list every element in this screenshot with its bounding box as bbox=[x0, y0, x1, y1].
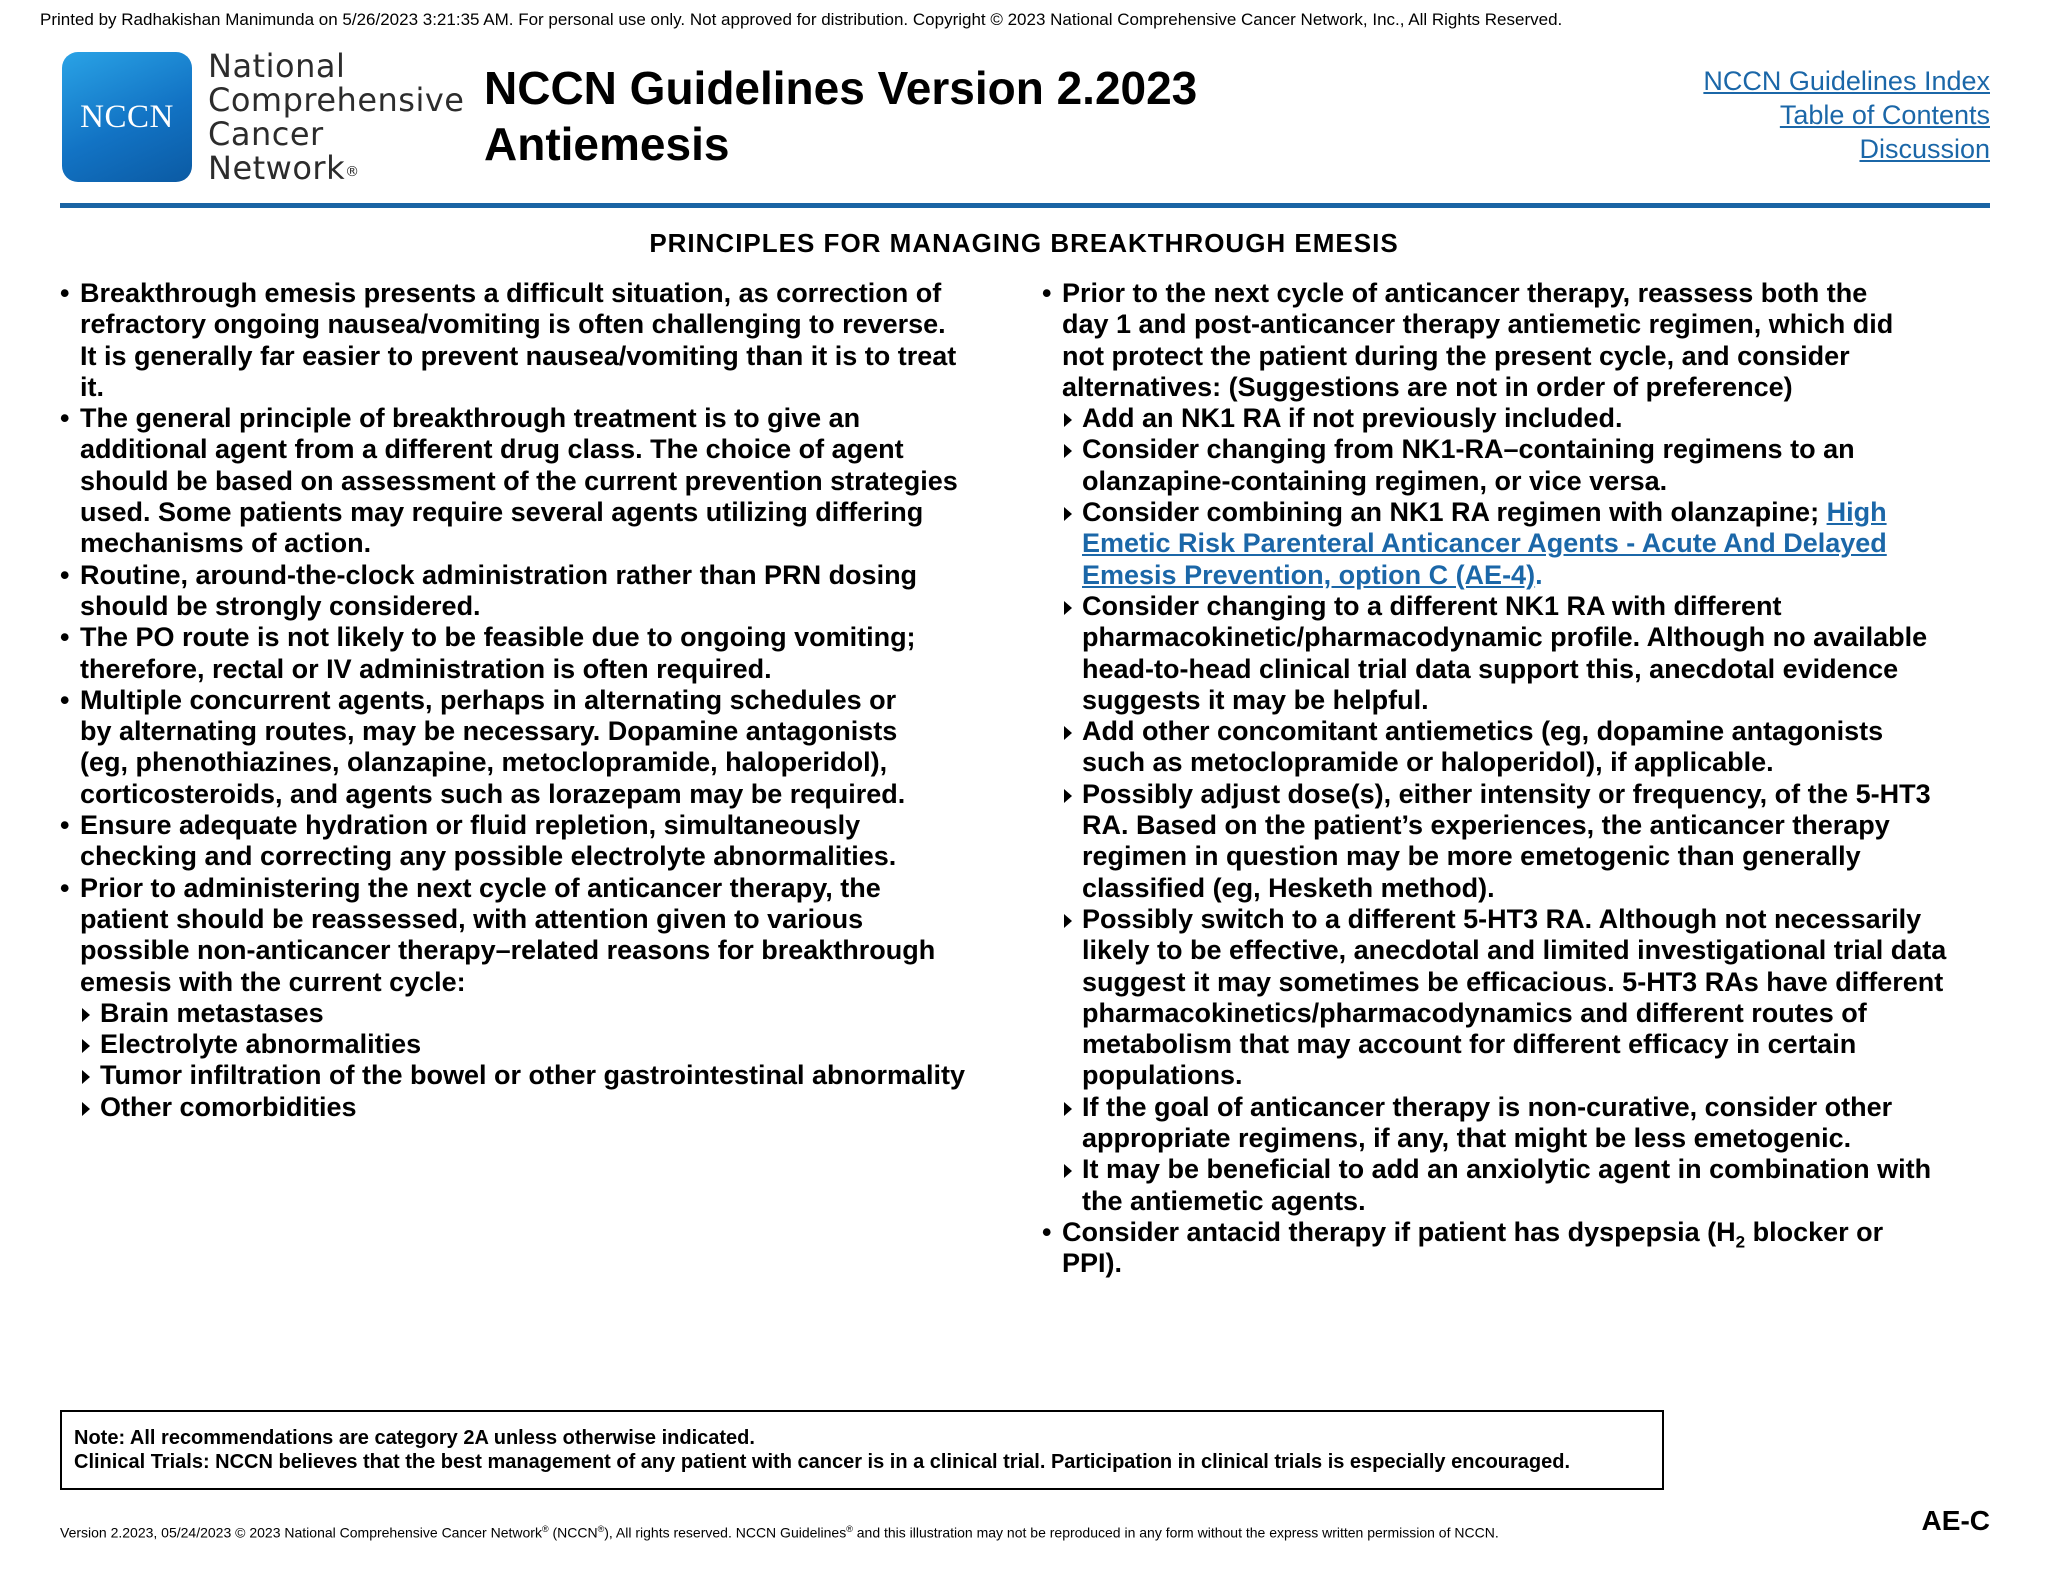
text-line: it. bbox=[80, 371, 104, 402]
text-line bbox=[1082, 560, 1992, 591]
text-line bbox=[1082, 497, 1992, 528]
org-name-line: Comprehensive bbox=[208, 81, 465, 119]
bullet-dot: • bbox=[60, 872, 70, 903]
text-line: Multiple concurrent agents, perhaps in alternating schedules or bbox=[80, 684, 897, 715]
triangle-bullet-icon bbox=[1064, 413, 1072, 427]
bullet-dot: • bbox=[1042, 278, 1052, 308]
triangle-bullet-icon bbox=[1064, 1164, 1072, 1178]
text-line: Consider changing to a different NK1 RA with different bbox=[1082, 590, 1782, 621]
bullet-dot: • bbox=[60, 622, 70, 653]
text-line: Electrolyte abnormalities bbox=[100, 1029, 422, 1060]
sub-item bbox=[60, 1060, 1020, 1091]
right-column bbox=[1042, 278, 1992, 1280]
guideline-topic-title: Antiemesis bbox=[484, 118, 730, 170]
bullet-dot: • bbox=[60, 810, 70, 841]
bullet-item bbox=[60, 560, 1020, 623]
text-line: possible non-anticancer therapy–related reasons for breakthrough bbox=[80, 935, 936, 966]
bullet-dot: • bbox=[60, 278, 70, 308]
triangle-bullet-icon bbox=[82, 1008, 90, 1022]
text-line: appropriate regimens, if any, that might be less emetogenic. bbox=[1082, 1123, 1852, 1154]
text-line: should be based on assessment of the current prevention strategies bbox=[80, 465, 958, 496]
note-line: Note: All recommendations are category 2A unless otherwise indicated. bbox=[74, 1427, 755, 1449]
text-line: Ensure adequate hydration or fluid repletion, simultaneously bbox=[80, 810, 861, 841]
bullet-item bbox=[60, 622, 1020, 685]
text-line: regimen in question may be more emetogenic than generally bbox=[1082, 841, 1861, 872]
registered-mark: ® bbox=[541, 1524, 549, 1534]
text-line: not protect the patient during the present cycle, and consider bbox=[1062, 340, 1850, 371]
note-box bbox=[60, 1410, 1664, 1490]
text-line: metabolism that may account for different efficacy in certain bbox=[1082, 1029, 1857, 1060]
text-line: If the goal of anticancer therapy is non-curative, consider other bbox=[1082, 1091, 1893, 1122]
sub-item bbox=[60, 1092, 1020, 1123]
org-name-line: Cancer bbox=[208, 115, 324, 153]
bullet-dot: • bbox=[60, 684, 70, 715]
text-line: It is generally far easier to prevent nausea/vomiting than it is to treat bbox=[80, 340, 957, 371]
triangle-bullet-icon bbox=[1064, 601, 1072, 615]
triangle-bullet-icon bbox=[1064, 789, 1072, 803]
text-line: alternatives: (Suggestions are not in order of preference) bbox=[1062, 371, 1793, 402]
discussion-link[interactable]: Discussion bbox=[1859, 134, 1990, 164]
text-line: RA. Based on the patient’s experiences, the anticancer therapy bbox=[1082, 810, 1890, 841]
nccn-logo bbox=[62, 52, 192, 182]
text-line: Routine, around-the-clock administration rather than PRN dosing bbox=[80, 559, 918, 590]
guidelines-index-link[interactable]: NCCN Guidelines Index bbox=[1703, 66, 1990, 96]
text-line: the antiemetic agents. bbox=[1082, 1185, 1366, 1216]
ae4-reference-link[interactable]: High bbox=[1826, 497, 1887, 528]
bullet-dot: • bbox=[1042, 1216, 1052, 1247]
text-line: likely to be effective, anecdotal and limited investigational trial data bbox=[1082, 935, 1947, 966]
sub-item bbox=[60, 1029, 1020, 1060]
link-period: . bbox=[1535, 559, 1543, 590]
header-divider bbox=[60, 203, 1990, 208]
text-line: Consider changing from NK1-RA–containing regimens to an bbox=[1082, 434, 1855, 465]
text-line: suggest it may sometimes be efficacious. 5-HT3 RAs have different bbox=[1082, 966, 1944, 997]
text-line: patient should be reassessed, with attention given to various bbox=[80, 903, 864, 934]
text-line: pharmacokinetics/pharmacodynamics and different routes of bbox=[1082, 997, 1867, 1028]
footer-text-part: Version 2.2023, 05/24/2023 © 2023 National Comprehensive Cancer Network bbox=[60, 1524, 542, 1541]
table-of-contents-link[interactable]: Table of Contents bbox=[1779, 100, 1990, 130]
text-line: classified (eg, Hesketh method). bbox=[1082, 872, 1495, 903]
triangle-bullet-icon bbox=[82, 1070, 90, 1084]
text-line: Prior to the next cycle of anticancer therapy, reassess both the bbox=[1062, 278, 1868, 308]
org-name bbox=[208, 49, 464, 185]
logo-text: NCCN bbox=[80, 98, 174, 135]
subscript: 2 bbox=[1735, 1232, 1746, 1252]
sub-item bbox=[1042, 716, 1992, 779]
text-line: therefore, rectal or IV administration is often required. bbox=[80, 653, 772, 684]
sub-item bbox=[1042, 434, 1992, 497]
text-line: Possibly adjust dose(s), either intensity or frequency, of the 5-HT3 bbox=[1082, 778, 1931, 809]
triangle-bullet-icon bbox=[1064, 444, 1072, 458]
text-line: pharmacokinetic/pharmacodynamic profile. Although no available bbox=[1082, 622, 1928, 653]
triangle-bullet-icon bbox=[1064, 914, 1072, 928]
text-line: Add an NK1 RA if not previously included. bbox=[1082, 403, 1623, 434]
org-name-network: Network bbox=[208, 149, 346, 187]
text-line: by alternating routes, may be necessary. Dopamine antagonists bbox=[80, 716, 898, 747]
sub-item bbox=[1042, 1092, 1992, 1155]
footer-text-part: and this illustration may not be reproduced in any form without the express written permission of NCCN. bbox=[852, 1524, 1499, 1541]
document-title bbox=[484, 60, 1197, 172]
bullet-text: blocker or bbox=[1745, 1216, 1884, 1247]
ae4-reference-link[interactable]: Emesis Prevention, option C (AE-4) bbox=[1082, 559, 1536, 590]
sub-item bbox=[1042, 779, 1992, 904]
nav-links bbox=[1703, 64, 1990, 166]
sub-item bbox=[60, 998, 1020, 1029]
triangle-bullet-icon bbox=[1064, 1102, 1072, 1116]
bullet-item bbox=[1042, 278, 1992, 403]
sub-item bbox=[1042, 403, 1992, 434]
triangle-bullet-icon bbox=[1064, 507, 1072, 521]
text-line: Breakthrough emesis presents a difficult situation, as correction of bbox=[80, 278, 942, 308]
text-line: such as metoclopramide or haloperidol), if applicable. bbox=[1082, 747, 1774, 778]
sub-item bbox=[1042, 591, 1992, 716]
bullet-item bbox=[60, 278, 1020, 403]
footer-text-part: ), All rights reserved. NCCN Guidelines bbox=[604, 1524, 847, 1541]
text-line: The PO route is not likely to be feasible due to ongoing vomiting; bbox=[80, 622, 916, 653]
text-line: additional agent from a different drug class. The choice of agent bbox=[80, 434, 904, 465]
sub-item bbox=[1042, 497, 1992, 591]
text-line: olanzapine-containing regimen, or vice versa. bbox=[1082, 465, 1668, 496]
print-banner: Printed by Radhakishan Manimunda on 5/26/2023 3:21:35 AM. For personal use only. Not approved for distribution. Copyright © 2023 National Comprehensive Cancer Network, Inc., All Rights Reserved. bbox=[40, 10, 1563, 29]
text-line: PPI). bbox=[1062, 1248, 1123, 1279]
text-line: refractory ongoing nausea/vomiting is often challenging to reverse. bbox=[80, 309, 946, 340]
text-line: corticosteroids, and agents such as lorazepam may be required. bbox=[80, 778, 906, 809]
text-line: Possibly switch to a different 5-HT3 RA. Although not necessarily bbox=[1082, 903, 1922, 934]
sub-item-text: Consider combining an NK1 RA regimen with olanzapine; bbox=[1082, 497, 1827, 528]
guideline-version-title: NCCN Guidelines Version 2.2023 bbox=[484, 62, 1198, 114]
text-line: used. Some patients may require several agents utilizing differing bbox=[80, 497, 924, 528]
text-line: (eg, phenothiazines, olanzapine, metoclopramide, haloperidol), bbox=[80, 747, 888, 778]
text-line: Tumor infiltration of the bowel or other gastrointestinal abnormality bbox=[100, 1060, 966, 1091]
bullet-item bbox=[60, 403, 1020, 559]
triangle-bullet-icon bbox=[82, 1039, 90, 1053]
org-name-line: National bbox=[208, 47, 346, 85]
bullet-item bbox=[60, 685, 1020, 810]
text-line: should be strongly considered. bbox=[80, 590, 481, 621]
clinical-trials-line: Clinical Trials: NCCN believes that the best management of any patient with cancer is in a clinical trial. Participation in clinical trials is especially encouraged. bbox=[74, 1451, 1571, 1473]
text-line: suggests it may be helpful. bbox=[1082, 684, 1429, 715]
text-line: mechanisms of action. bbox=[80, 528, 372, 559]
bullet-dot: • bbox=[60, 559, 70, 590]
text-line bbox=[1082, 528, 1992, 559]
text-line: Brain metastases bbox=[100, 997, 324, 1028]
text-line: Prior to administering the next cycle of anticancer therapy, the bbox=[80, 872, 881, 903]
bullet-item bbox=[1042, 1217, 1992, 1280]
ae4-reference-link[interactable]: Emetic Risk Parenteral Anticancer Agents - Acute And Delayed bbox=[1082, 528, 1887, 559]
bullet-item bbox=[60, 810, 1020, 873]
text-line: Other comorbidities bbox=[100, 1091, 357, 1122]
text-line: Add other concomitant antiemetics (eg, dopamine antagonists bbox=[1082, 716, 1884, 747]
bullet-dot: • bbox=[60, 403, 70, 434]
triangle-bullet-icon bbox=[82, 1102, 90, 1116]
section-title: PRINCIPLES FOR MANAGING BREAKTHROUGH EMESIS bbox=[649, 228, 1399, 258]
text-line: head-to-head clinical trial data support this, anecdotal evidence bbox=[1082, 653, 1899, 684]
page-code: AE-C bbox=[1921, 1505, 1990, 1536]
bullet-text: Consider antacid therapy if patient has dyspepsia (H bbox=[1062, 1216, 1736, 1247]
org-name-line bbox=[208, 151, 464, 185]
text-line: emesis with the current cycle: bbox=[80, 966, 466, 997]
triangle-bullet-icon bbox=[1064, 726, 1072, 740]
text-line bbox=[1062, 1216, 1992, 1252]
sub-item bbox=[1042, 1154, 1992, 1217]
text-line: The general principle of breakthrough treatment is to give an bbox=[80, 403, 861, 434]
footer-copyright bbox=[60, 1524, 1499, 1541]
text-line: populations. bbox=[1082, 1060, 1243, 1091]
sub-item bbox=[1042, 904, 1992, 1092]
text-line: checking and correcting any possible electrolyte abnormalities. bbox=[80, 841, 897, 872]
registered-mark: ® bbox=[846, 1524, 853, 1534]
footer-text-part: (NCCN bbox=[548, 1524, 598, 1541]
left-column bbox=[60, 278, 1020, 1123]
registered-mark: ® bbox=[597, 1524, 605, 1534]
text-line: day 1 and post-anticancer therapy antiemetic regimen, which did bbox=[1062, 309, 1894, 340]
bullet-item bbox=[60, 873, 1020, 998]
text-line: It may be beneficial to add an anxiolytic agent in combination with bbox=[1082, 1154, 1932, 1185]
registered-mark: ® bbox=[345, 164, 360, 180]
